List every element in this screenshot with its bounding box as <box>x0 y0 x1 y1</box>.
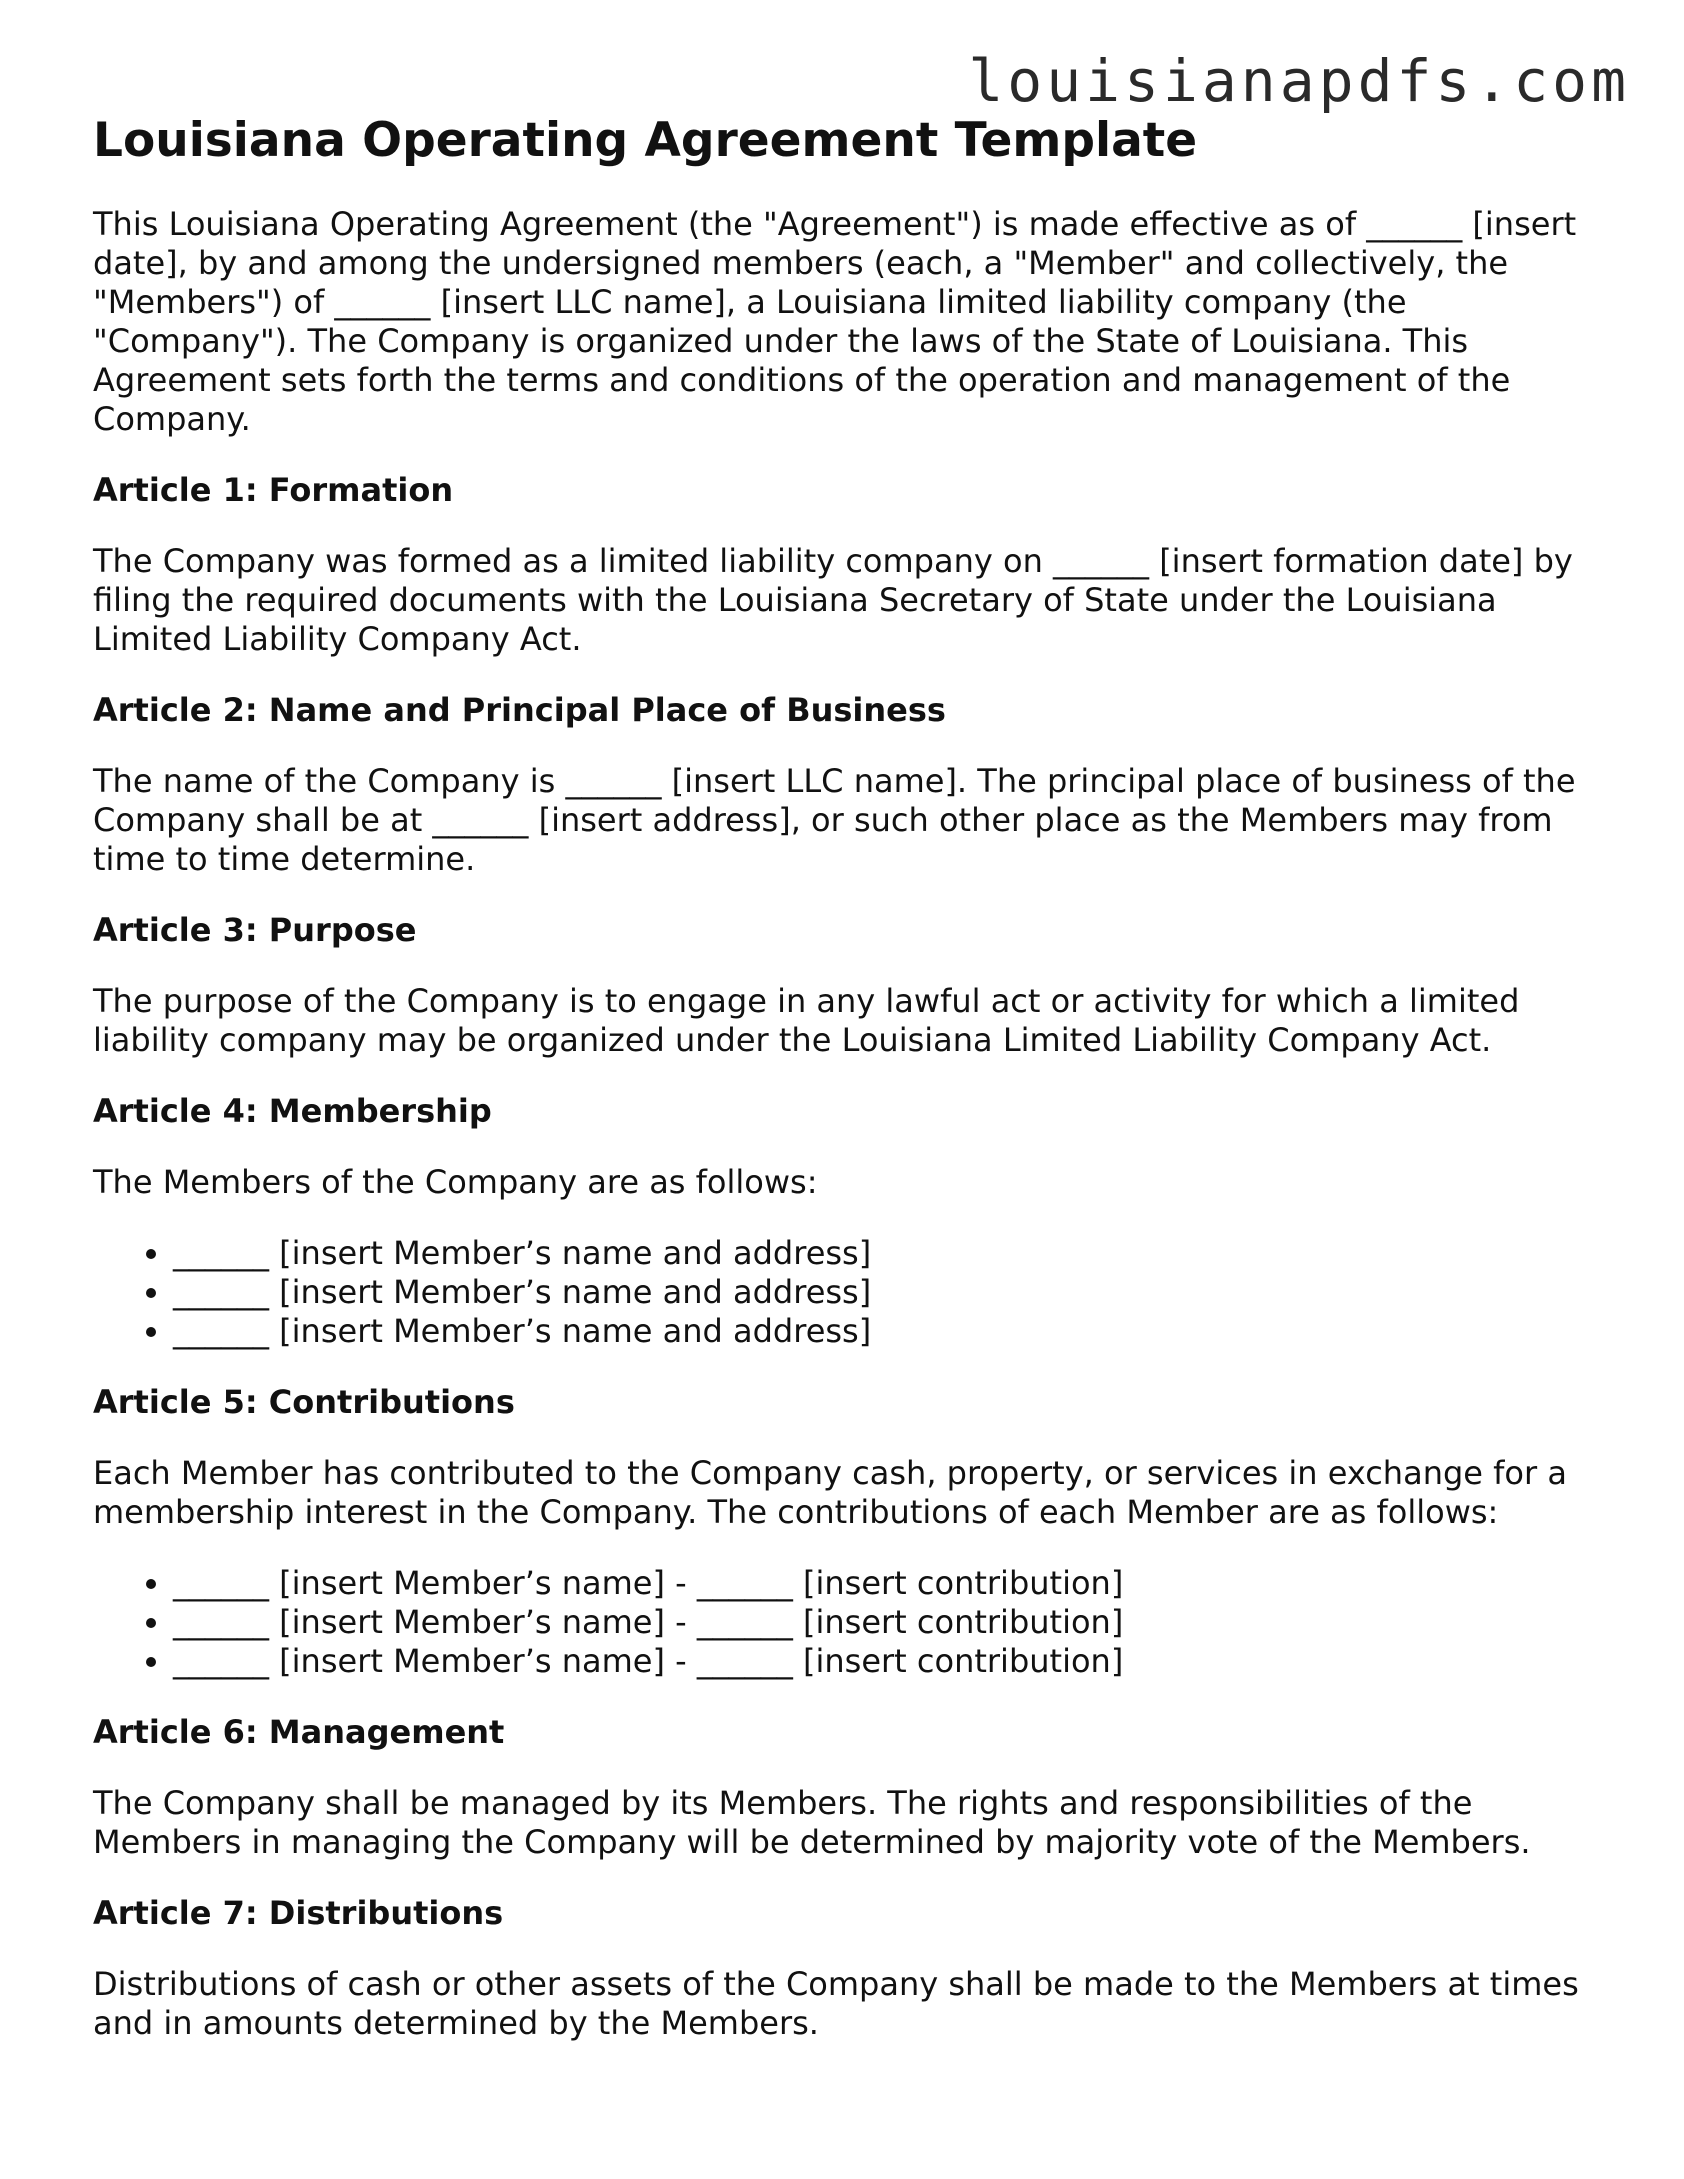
article-6-heading: Article 6: Management <box>93 1712 505 1751</box>
members-list <box>93 1234 1593 1351</box>
article-7-text: Distributions of cash or other assets of the Company shall be made to the Members at times and in amounts determined by the Members. <box>93 1964 1579 2042</box>
document-title: Louisiana Operating Agreement Template <box>93 113 1198 168</box>
document-page <box>93 112 1593 2075</box>
article-4-heading: Article 4: Membership <box>93 1091 492 1130</box>
contributions-list <box>93 1564 1593 1681</box>
list-item: • ______ [insert Member’s name] - ______ [insert contribution] <box>173 1603 1593 1642</box>
site-watermark: louisianapdfs.com <box>968 47 1630 115</box>
intro-paragraph: This Louisiana Operating Agreement (the "Agreement") is made effective as of ______ [insert date], by and among the undersigned members (each, a "Member" and collectively, the "Members") of ______ [insert LLC name], a Louisiana limited liability company (the "Company"). The Company is organized under the laws of the State of Louisiana. This Agreement sets forth the terms and conditions of the operation and management of the Company. <box>93 204 1577 438</box>
article-1-heading: Article 1: Formation <box>93 470 454 509</box>
article-5-heading: Article 5: Contributions <box>93 1382 515 1421</box>
list-item: • ______ [insert Member’s name and address] <box>173 1273 1593 1312</box>
article-6-text: The Company shall be managed by its Members. The rights and responsibilities of the Members in managing the Company will be determined by majority vote of the Members. <box>93 1783 1531 1861</box>
article-3-heading: Article 3: Purpose <box>93 910 417 949</box>
article-1-text: The Company was formed as a limited liability company on ______ [insert formation date] by filing the required documents with the Louisiana Secretary of State under the Louisiana Limited Liability Company Act. <box>93 541 1573 658</box>
list-item: • ______ [insert Member’s name] - ______ [insert contribution] <box>173 1642 1593 1681</box>
article-7-heading: Article 7: Distributions <box>93 1893 504 1932</box>
article-2-text: The name of the Company is ______ [insert LLC name]. The principal place of business of the Company shall be at ______ [insert address], or such other place as the Members may from time to time determine. <box>93 761 1576 878</box>
article-4-text: The Members of the Company are as follows: <box>93 1162 818 1201</box>
article-5-text: Each Member has contributed to the Company cash, property, or services in exchange for a membership interest in the Company. The contributions of each Member are as follows: <box>93 1453 1567 1531</box>
article-2-heading: Article 2: Name and Principal Place of Business <box>93 690 946 729</box>
article-3-text: The purpose of the Company is to engage in any lawful act or activity for which a limited liability company may be organized under the Louisiana Limited Liability Company Act. <box>93 981 1520 1059</box>
list-item: • ______ [insert Member’s name and address] <box>173 1312 1593 1351</box>
list-item: • ______ [insert Member’s name and address] <box>173 1234 1593 1273</box>
list-item: • ______ [insert Member’s name] - ______ [insert contribution] <box>173 1564 1593 1603</box>
